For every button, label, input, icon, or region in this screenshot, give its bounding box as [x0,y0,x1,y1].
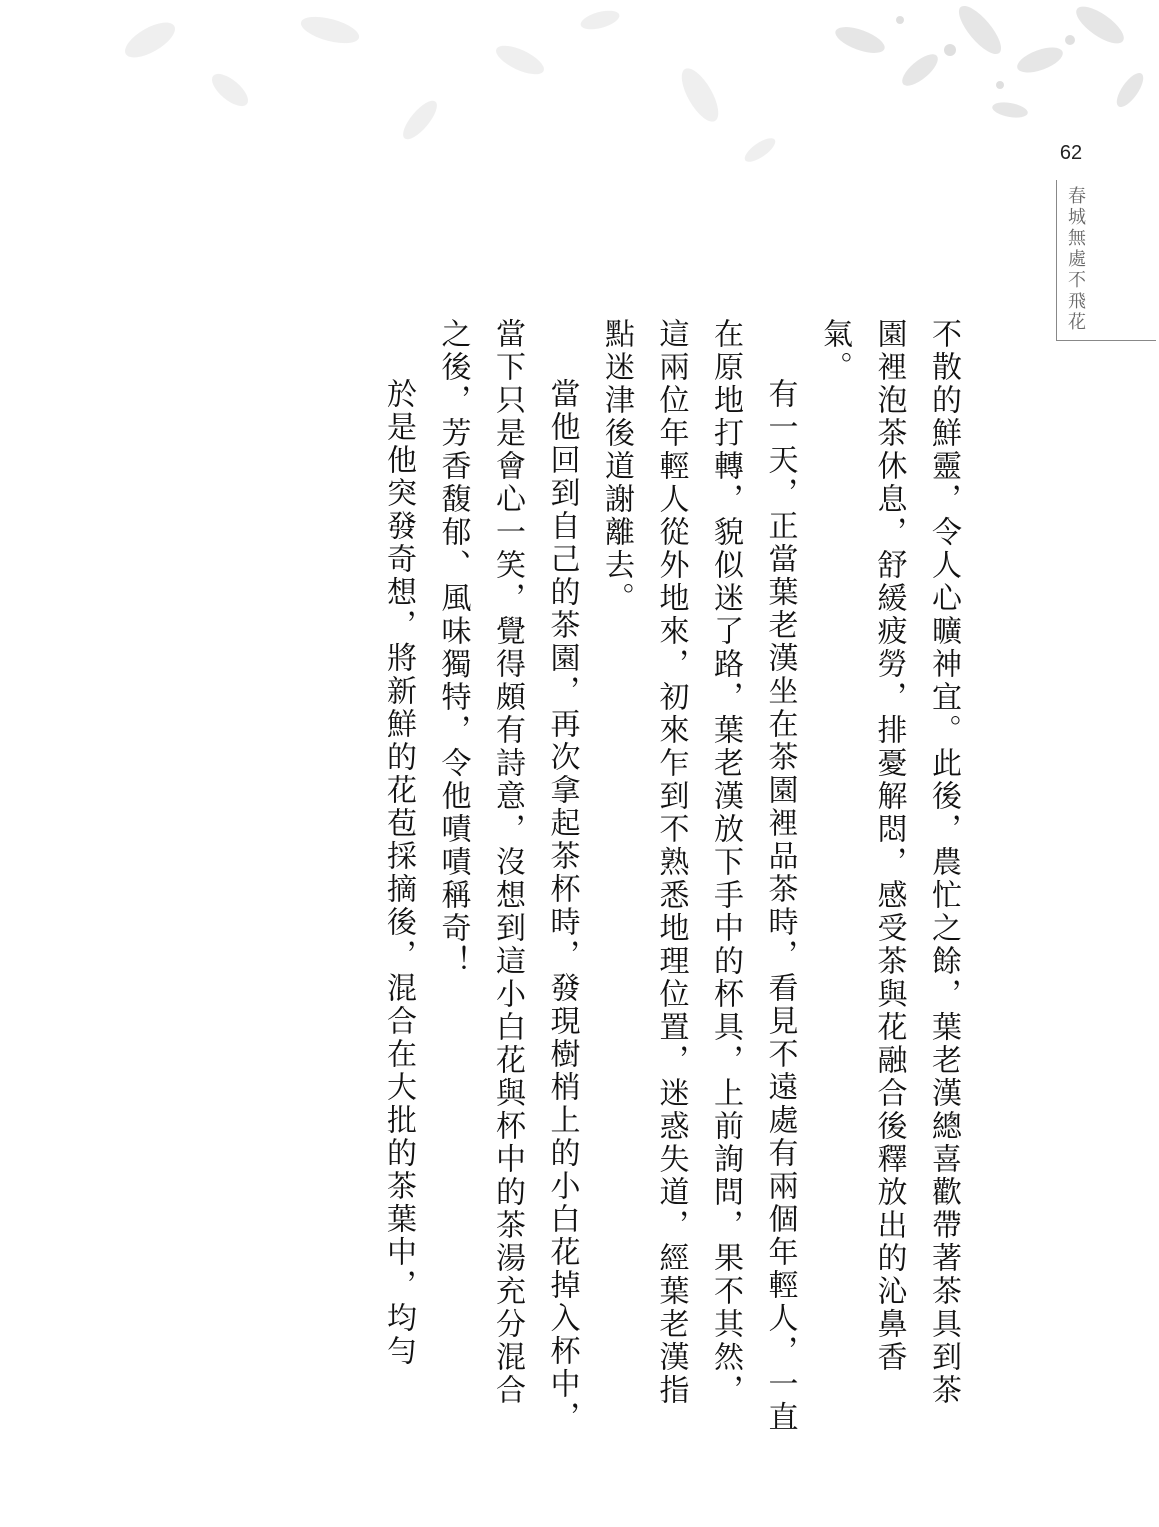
running-title: 春城無處不飛花 [1065,186,1086,333]
paragraph: 不散的鮮靈，令人心曠神宜。此後，農忙之餘，葉老漢總喜歡帶著茶具到茶園裡泡茶休息，舒緩疲勞，排憂解悶，感受茶與花融合後釋放出的沁鼻香氣。 [817,318,961,1407]
running-title-rule [1056,180,1057,341]
paragraph: 於是他突發奇想，將新鮮的花苞採摘後，混合在大批的茶葉中，均勻 [381,378,416,1368]
paragraph: 當他回到自己的茶園，再次拿起茶杯時，發現樹梢上的小白花掉入杯中，當下只是會心一笑，覺得頗有詩意，沒想到這小白花與杯中的茶湯充分混合之後，芳香馥郁、風味獨特，令他嘖嘖稱奇！ [435,318,580,1434]
floral-background-decoration [0,0,1159,200]
page-number: 62 [1059,142,1083,164]
paragraph: 有一天，正當葉老漢坐在茶園裡品茶時，看見不遠處有兩個年輕人，一直在原地打轉，貌似迷了路，葉老漢放下手中的杯具，上前詢問，果不其然，這兩位年輕人從外地來，初來乍到不熟悉地理位置，迷惑失道，經葉老漢指點迷津後道謝離去。 [599,318,798,1434]
body-text [200,318,970,1438]
running-title-rule-foot [1056,340,1156,341]
